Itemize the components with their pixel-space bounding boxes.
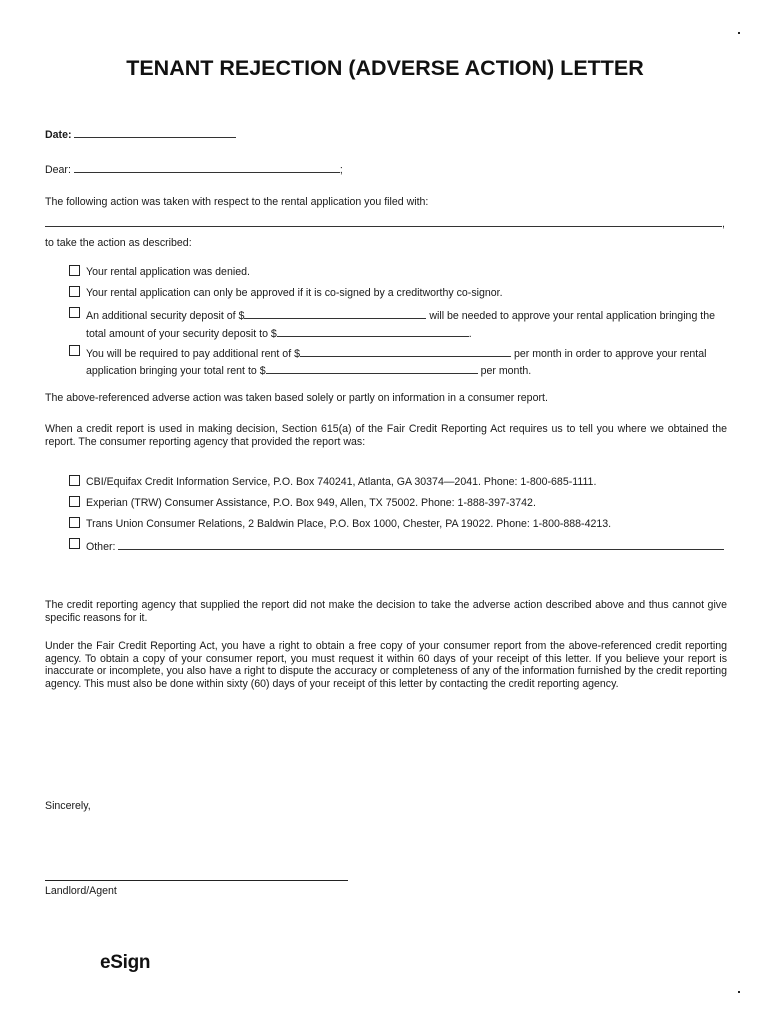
option-rent-line2	[86, 363, 531, 378]
dear-punctuation: ;	[339, 164, 343, 176]
other-checkbox[interactable]	[69, 538, 80, 549]
corner-mark-top	[738, 32, 740, 34]
option-deposit-line1	[86, 308, 715, 323]
corner-mark-bottom	[738, 991, 740, 993]
additional-rent-field[interactable]	[300, 346, 511, 357]
rent-text-d: per month.	[480, 365, 532, 377]
option-cosigned: Your rental application can only be approved if it is co-signed by a creditworthy co-signor.	[86, 287, 503, 299]
denied-checkbox[interactable]	[69, 265, 80, 276]
rent-checkbox[interactable]	[69, 345, 80, 356]
total-rent-field[interactable]	[266, 363, 478, 374]
option-deposit-line2	[86, 326, 472, 341]
esign-logo: eSign	[100, 952, 151, 973]
letter-title: TENANT REJECTION (ADVERSE ACTION) LETTER	[126, 56, 644, 80]
rent-text-a: You will be required to pay additional rent of $	[86, 348, 300, 360]
signature-label: Landlord/Agent	[45, 885, 117, 897]
date-field[interactable]	[74, 127, 236, 138]
signature-line[interactable]	[45, 880, 348, 881]
rent-text-b: per month in order to approve your rental	[513, 348, 707, 360]
dear-row	[45, 162, 343, 177]
deposit-text-d: .	[468, 328, 472, 340]
option-denied: Your rental application was denied.	[86, 266, 250, 278]
agency-other-label: Other:	[86, 541, 116, 553]
experian-checkbox[interactable]	[69, 496, 80, 507]
cosigned-checkbox[interactable]	[69, 286, 80, 297]
equifax-checkbox[interactable]	[69, 475, 80, 486]
deposit-text-c: total amount of your security deposit to $	[86, 328, 277, 340]
agency-other-row	[86, 539, 724, 554]
action-intro: to take the action as described:	[45, 237, 192, 249]
closing-text: Sincerely,	[45, 800, 91, 812]
deposit-amount-field[interactable]	[244, 308, 426, 319]
landlord-punctuation: ,	[722, 218, 725, 230]
agency-transunion: Trans Union Consumer Relations, 2 Baldwin Place, P.O. Box 1000, Chester, PA 19022. Phone: 1-800-888-4213.	[86, 518, 612, 530]
date-row	[45, 127, 236, 142]
dear-label: Dear:	[45, 164, 71, 176]
deposit-text-b: will be needed to approve your rental application bringing the	[429, 310, 716, 322]
landlord-name-field[interactable]	[45, 216, 722, 227]
credit-report-paragraph: When a credit report is used in making decision, Section 615(a) of the Fair Credit Reporting Act requires us to tell you where we obtained the report. The consumer reporting agency that provided the report was:	[45, 423, 727, 448]
basis-text: The above-referenced adverse action was taken based solely or partly on information in a consumer report.	[45, 392, 548, 404]
other-agency-field[interactable]	[118, 539, 724, 550]
deposit-checkbox[interactable]	[69, 307, 80, 318]
recipient-name-field[interactable]	[74, 162, 340, 173]
date-label: Date:	[45, 129, 72, 141]
rent-text-c: application bringing your total rent to $	[86, 365, 266, 377]
deposit-text-a: An additional security deposit of $	[86, 310, 245, 322]
agency-equifax: CBI/Equifax Credit Information Service, P.O. Box 740241, Atlanta, GA 30374—2041. Phone: 1-800-685-1111.	[86, 476, 597, 488]
rights-paragraph: Under the Fair Credit Reporting Act, you have a right to obtain a free copy of your consumer report from the above-referenced credit reporting agency. To obtain a copy of your consumer report, you must request it within 60 days of your receipt of this letter. If you believe your report is inaccurate or incomplete, you also have a right to dispute the accuracy or completeness of any of the information furnished by the credit reporting agency. This must also be done within sixty (60) days of your receipt of this letter by contacting the credit reporting agency.	[45, 640, 727, 690]
transunion-checkbox[interactable]	[69, 517, 80, 528]
agency-experian: Experian (TRW) Consumer Assistance, P.O. Box 949, Allen, TX 75002. Phone: 1-888-397-3742.	[86, 497, 536, 509]
no-decision-paragraph: The credit reporting agency that supplied the report did not make the decision to take the adverse action described above and thus cannot give specific reasons for it.	[45, 599, 727, 624]
deposit-total-field[interactable]	[277, 326, 469, 337]
landlord-row	[45, 216, 725, 231]
intro-text: The following action was taken with respect to the rental application you filed with:	[45, 196, 429, 208]
option-rent-line1	[86, 346, 707, 361]
